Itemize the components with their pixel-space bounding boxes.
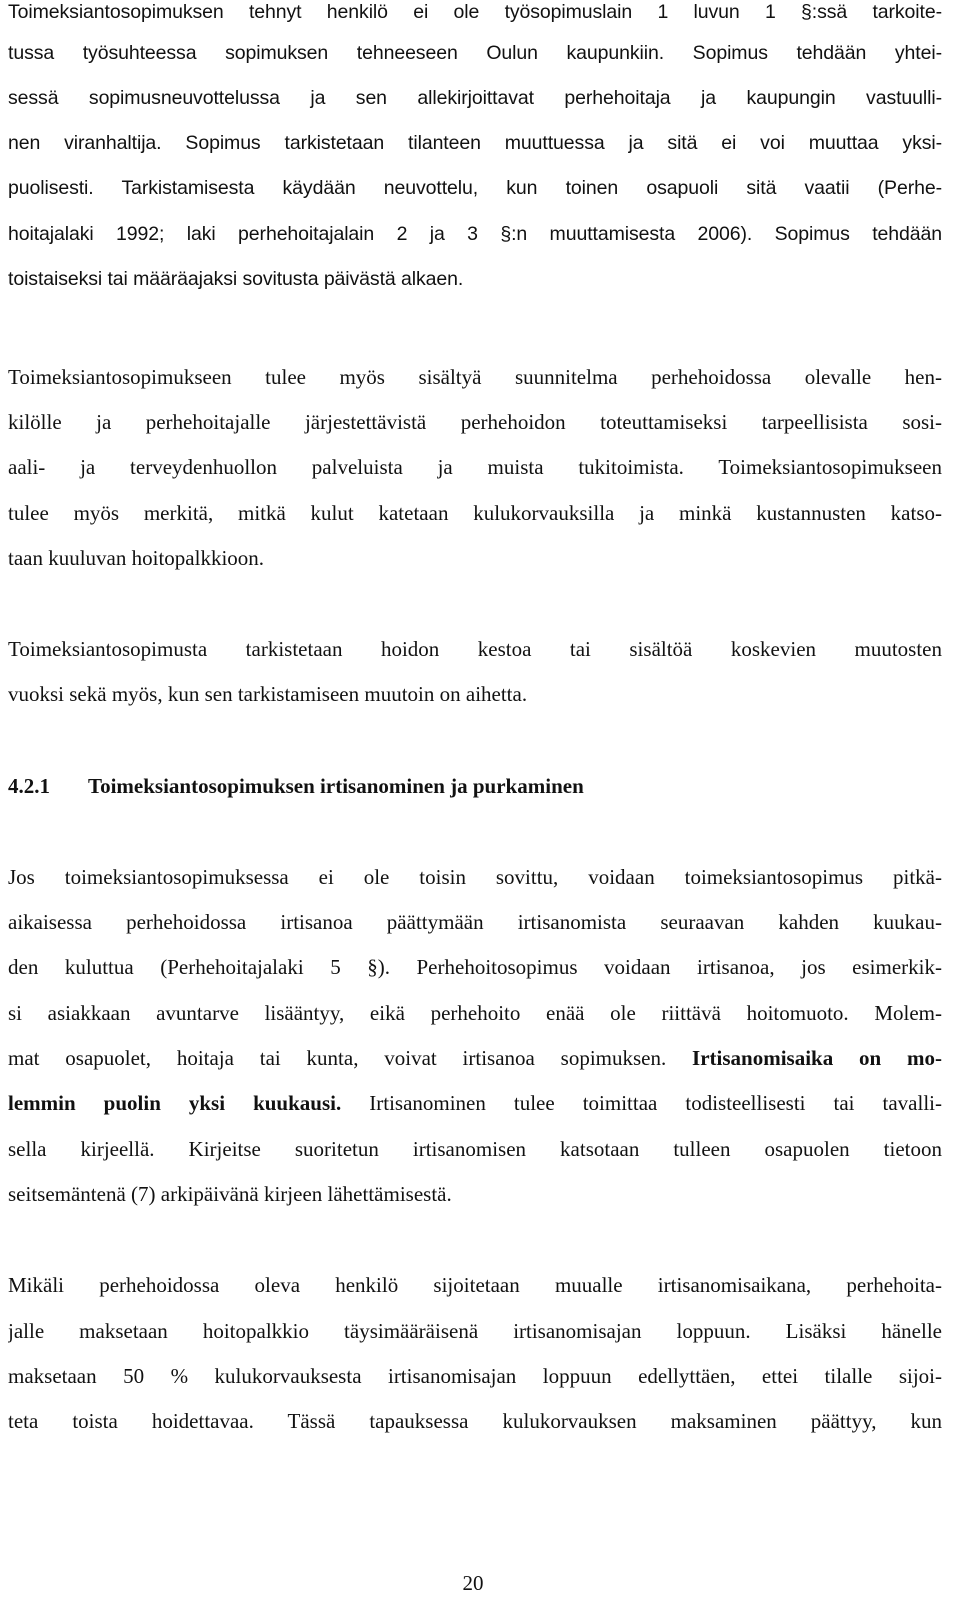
text-line: aikaisessa perhehoidossa irtisanoa päättymään irtisanomista seuraavan kahden kuukau- (8, 910, 942, 934)
text-line: aali- ja terveydenhuollon palveluista ja muista tukitoimista. Toimeksiantosopimukseen (8, 455, 942, 479)
text-line: tulee myös merkitä, mitkä kulut katetaan kulukorvauksilla ja minkä kustannusten katso- (8, 501, 942, 525)
section-heading (8, 769, 584, 803)
text-line: teta toista hoidettavaa. Tässä tapauksessa kulukorvauksen maksaminen päättyy, kun (8, 1409, 942, 1433)
text-line: seitsemäntenä (7) arkipäivänä kirjeen lähettämisestä. (8, 1182, 452, 1206)
text-line: maksetaan 50 % kulukorvauksesta irtisanomisajan loppuun edellyttäen, ettei tilalle sijoi- (8, 1364, 942, 1388)
text-line: vuoksi sekä myös, kun sen tarkistamiseen muutoin on aihetta. (8, 682, 528, 706)
section-number: 4.2.1 (8, 774, 50, 798)
text-line: Jos toimeksiantosopimuksessa ei ole toisin sovittu, voidaan toimeksiantosopimus pitkä- (8, 865, 942, 889)
text-line: taan kuuluvan hoitopalkkioon. (8, 546, 265, 570)
text-line: tussa työsuhteessa sopimuksen tehneeseen Oulun kaupunkiin. Sopimus tehdään yhtei- (8, 42, 942, 64)
text-line: nen viranhaltija. Sopimus tarkistetaan tilanteen muuttuessa ja sitä ei voi muuttaa yksi- (8, 132, 942, 154)
text-line: sessä sopimusneuvottelussa ja sen allekirjoittavat perhehoitaja ja kaupungin vastuulli- (8, 87, 942, 109)
page-number: 20 (462, 1571, 484, 1595)
emphasis-notice-period: lemmin puolin yksi kuukausi. (8, 1091, 342, 1115)
text-line: Toimeksiantosopimuksen tehnyt henkilö ei ole työsopimuslain 1 luvun 1 §:ssä tarkoite- (8, 1, 942, 23)
text-line: sella kirjeellä. Kirjeitse suoritetun irtisanomisen katsotaan tulleen osapuolen tietoon (8, 1137, 942, 1161)
text-line (8, 1041, 942, 1075)
text-line: toistaiseksi tai määräajaksi sovitusta päivästä alkaen. (8, 268, 464, 290)
text-line: si asiakkaan avuntarve lisääntyy, eikä perhehoito enää ole riittävä hoitomuoto. Molem- (8, 1001, 942, 1025)
text-line: hoitajalaki 1992; laki perhehoitajalain 2 ja 3 §:n muuttamisesta 2006). Sopimus tehdään (8, 223, 942, 245)
text-line: puolisesti. Tarkistamisesta käydään neuvottelu, kun toinen osapuoli sitä vaatii (Perhe- (8, 177, 942, 199)
section-title: Toimeksiantosopimuksen irtisanominen ja purkaminen (88, 774, 584, 798)
text-line: den kuluttua (Perhehoitajalaki 5 §). Perhehoitosopimus voidaan irtisanoa, jos esimerkik- (8, 955, 942, 979)
text-line: Mikäli perhehoidossa oleva henkilö sijoitetaan muualle irtisanomisaikana, perhehoita- (8, 1273, 942, 1297)
text-run: Irtisanominen tulee toimittaa todisteellisesti tai tavalli- (341, 1091, 942, 1115)
text-line: jalle maksetaan hoitopalkkio täysimääräisenä irtisanomisajan loppuun. Lisäksi hänelle (8, 1319, 942, 1343)
text-run: mat osapuolet, hoitaja tai kunta, voivat irtisanoa sopimuksen. (8, 1046, 693, 1070)
text-line: kilölle ja perhehoitajalle järjestettävistä perhehoidon toteuttamiseksi tarpeellisista sosi- (8, 410, 942, 434)
emphasis-notice-period: Irtisanomisaika on mo- (692, 1046, 942, 1070)
text-line: Toimeksiantosopimukseen tulee myös sisältyä suunnitelma perhehoidossa olevalle hen- (8, 365, 942, 389)
text-line: Toimeksiantosopimusta tarkistetaan hoidon kestoa tai sisältöä koskevien muutosten (8, 637, 942, 661)
text-line (8, 1086, 942, 1120)
